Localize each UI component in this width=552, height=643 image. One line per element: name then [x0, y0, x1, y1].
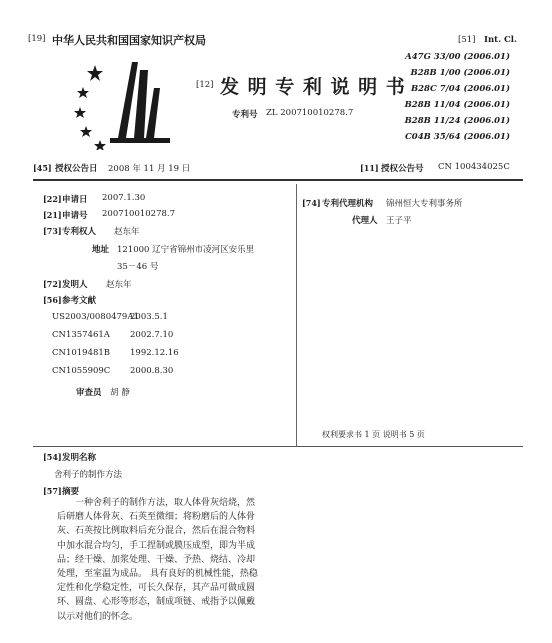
examiner-label: 审查员 — [76, 388, 102, 398]
patent-no-label: 专利号 — [232, 110, 258, 120]
ipc-entry: B28C 7/04 (2006.01) — [410, 84, 510, 94]
abstract-line: 环、圆盘、心形等形态，制成项链、戒指予以佩戴 — [57, 597, 256, 608]
ipc-label: Int. Cl. — [484, 35, 517, 45]
reference-row — [52, 312, 168, 322]
ipc-code: [51] — [458, 35, 476, 45]
abstract-line: 中加水混合均匀，手工捏制或膜压成型，即为半成 — [57, 540, 256, 551]
filing-date-label: 申请日 — [62, 195, 88, 205]
reference-row — [52, 348, 179, 358]
reference-date: 2003.5.1 — [130, 312, 168, 322]
office-name: 中华人民共和国国家知识产权局 — [52, 34, 206, 47]
patent-no: ZL 200710010278.7 — [266, 108, 354, 118]
app-no: 200710010278.7 — [102, 209, 176, 219]
abstract-text — [57, 496, 307, 624]
patentee: 赵东年 — [114, 227, 140, 237]
agency-label: 专利代理机构 — [322, 199, 374, 209]
invention-title-code: [54] — [43, 452, 62, 462]
app-no-code: [21] — [43, 210, 62, 220]
abstract-line: 一种舍利子的制作方法，取人体骨灰焙烧，然 — [75, 498, 256, 508]
reference-number: CN1019481B — [52, 348, 111, 358]
doc-code: [12] — [196, 80, 214, 90]
ipc-entry: C04B 35/64 (2006.01) — [405, 132, 510, 142]
examiner: 胡 静 — [110, 388, 130, 398]
doc-title: 发 明 专 利 说 明 书 — [220, 76, 406, 98]
invention-title: 舍利子的制作方法 — [54, 470, 123, 480]
address-label: 地址 — [92, 245, 110, 255]
reference-date: 2000.8.30 — [130, 366, 174, 376]
invention-title-label: 发明名称 — [62, 453, 97, 463]
refs-code: [56] — [43, 295, 62, 305]
column-divider — [296, 184, 297, 446]
divider — [33, 446, 523, 447]
app-no-label: 申请号 — [62, 211, 88, 221]
agency-name: 锦州恒大专利事务所 — [386, 199, 463, 209]
ipc-entry: B28B 1/00 (2006.01) — [410, 68, 510, 78]
abstract-line: 后研磨人体骨灰、石英至微细；将粉磨后的人体骨 — [57, 512, 256, 523]
emblem-logo — [70, 60, 190, 150]
abstract-code: [57] — [43, 486, 62, 496]
inventor-label: 发明人 — [62, 280, 88, 290]
patentee-label: 专利权人 — [62, 227, 97, 237]
announce-label-2: 授权公告号 — [381, 164, 424, 174]
inventor-code: [72] — [43, 279, 62, 289]
ipc-entry: B28B 11/04 (2006.01) — [404, 100, 510, 110]
abstract-line: 处理，至室温为成品。 具有良好的机械性能，热稳 — [57, 569, 258, 580]
reference-row — [52, 366, 173, 376]
patentee-code: [73] — [43, 226, 62, 236]
divider — [33, 179, 523, 181]
abstract-line: 定性和化学稳定性，可长久保存，其产品可做成圆 — [57, 583, 256, 594]
agency-code: [74] — [302, 198, 321, 208]
announce-code: [45] — [33, 163, 52, 173]
reference-date: 2002.7.10 — [130, 330, 174, 340]
inventor: 赵东年 — [106, 280, 132, 290]
ipc-entry: A47G 33/00 (2006.01) — [405, 52, 510, 62]
announce-code-2: [11] — [360, 163, 379, 173]
abstract-line: 以示对他们的怀念。 — [57, 611, 139, 622]
reference-number: US2003/0080479A1 — [52, 312, 139, 322]
announce-date: 2008 年 11 月 19 日 — [108, 164, 191, 174]
agent-label: 代理人 — [352, 216, 378, 226]
announce-label: 授权公告日 — [55, 164, 98, 174]
filing-date: 2007.1.30 — [102, 193, 146, 203]
reference-number: CN1357461A — [52, 330, 110, 340]
address-line-2: 35－46 号 — [117, 262, 159, 272]
reference-date: 1992.12.16 — [130, 348, 179, 358]
address-line-1: 121000 辽宁省锦州市凌河区安乐里 — [117, 245, 255, 255]
page-count: 权利要求书 1 页 说明书 5 页 — [322, 430, 425, 439]
abstract-line: 灰、石英按比例取料后充分混合，然后在混合物料 — [57, 526, 256, 537]
ipc-entry: B28B 11/24 (2006.01) — [404, 116, 510, 126]
filing-date-code: [22] — [43, 194, 62, 204]
office-code: [19] — [28, 34, 46, 44]
reference-row — [52, 330, 173, 340]
reference-number: CN1055909C — [52, 366, 111, 376]
agent: 王子平 — [386, 216, 412, 226]
abstract-line: 品；经干燥、加浆处理、干燥、予热、烧结、冷却 — [57, 554, 256, 565]
announce-number: CN 100434025C — [438, 162, 510, 172]
refs-label: 参考文献 — [62, 296, 97, 306]
abstract-label: 摘要 — [62, 487, 80, 497]
